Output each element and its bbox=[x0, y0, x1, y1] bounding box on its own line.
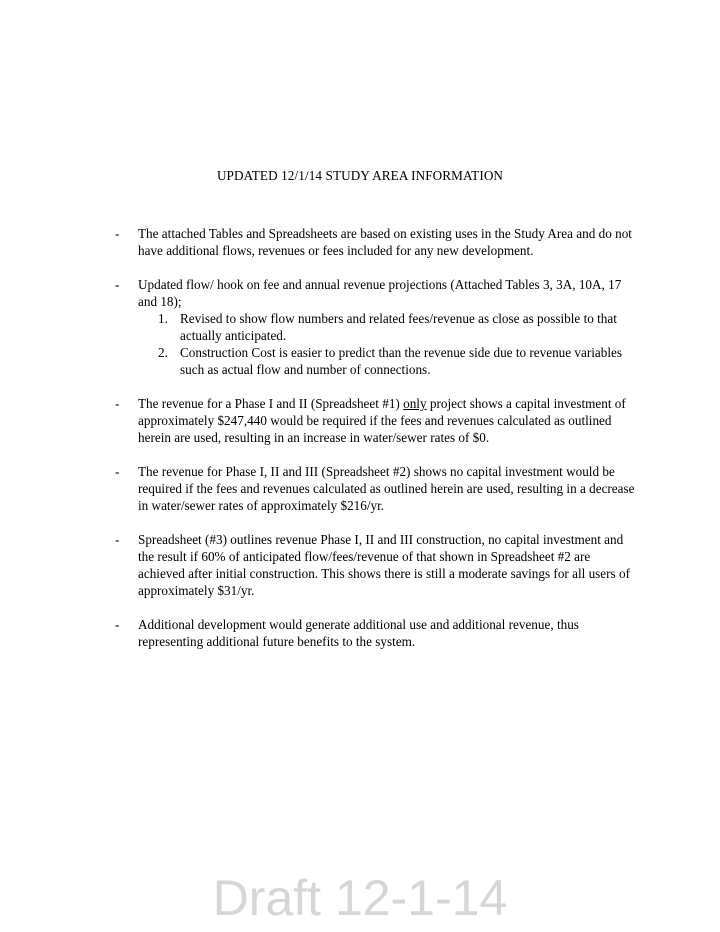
numbered-item bbox=[138, 344, 640, 378]
bullet-text: Spreadsheet (#3) outlines revenue Phase I, II and III construction, no capital investment and the result if 60% of anticipated flow/fees/revenue of that shown in Spreadsheet #2 are achieved after initial construction. This shows there is still a moderate savings for all users of approximately $31/yr. bbox=[138, 532, 630, 598]
bullet-text: Additional development would generate additional use and additional revenue, thus representing additional future benefits to the system. bbox=[138, 617, 579, 649]
bullet-item-phase-one-two-three bbox=[115, 463, 640, 514]
numbered-item bbox=[138, 310, 640, 344]
item-text: Revised to show flow numbers and related fees/revenue as close as possible to that actually anticipated. bbox=[180, 311, 617, 343]
bullet-text: Updated flow/ hook on fee and annual revenue projections (Attached Tables 3, 3A, 10A, 17 and 18); bbox=[138, 277, 622, 309]
bullet-item-spreadsheet-three bbox=[115, 531, 640, 599]
bullet-text bbox=[138, 395, 640, 446]
bullet-dash: - bbox=[115, 226, 120, 241]
text-after: project shows a capital investment of approximately $247,440 would be required if the fees and revenues calculated as outlined herein are used, resulting in an increase in water/sewer rates of $0. bbox=[138, 396, 626, 445]
draft-watermark: Draft 12-1-14 bbox=[212, 870, 508, 926]
bullet-dash: - bbox=[115, 617, 120, 632]
bullet-list bbox=[115, 225, 640, 667]
bullet-item-updated-projections bbox=[115, 276, 640, 378]
numbered-sublist bbox=[138, 310, 640, 378]
text-before: The revenue for a Phase I and II (Spreadsheet #1) bbox=[138, 396, 404, 411]
item-number: 1. bbox=[158, 311, 168, 326]
bullet-dash: - bbox=[115, 464, 120, 479]
document-title: UPDATED 12/1/14 STUDY AREA INFORMATION bbox=[216, 168, 504, 183]
bullet-dash: - bbox=[115, 277, 120, 292]
bullet-dash: - bbox=[115, 532, 120, 547]
bullet-item-phase-one-two bbox=[115, 395, 640, 446]
bullet-dash: - bbox=[115, 396, 120, 411]
bullet-text: The revenue for Phase I, II and III (Spreadsheet #2) shows no capital investment would be required if the fees and revenues calculated as outlined herein are used, resulting in a decrease in water/sewer rates of approximately $216/yr. bbox=[138, 464, 635, 513]
bullet-item-additional-development bbox=[115, 616, 640, 650]
underlined-text: only bbox=[403, 396, 427, 411]
item-number: 2. bbox=[158, 345, 168, 360]
bullet-item-existing-uses bbox=[115, 225, 640, 259]
item-text: Construction Cost is easier to predict than the revenue side due to revenue variables such as actual flow and number of connections. bbox=[180, 345, 623, 377]
bullet-text: The attached Tables and Spreadsheets are based on existing uses in the Study Area and do not have additional flows, revenues or fees included for any new development. bbox=[138, 226, 632, 258]
